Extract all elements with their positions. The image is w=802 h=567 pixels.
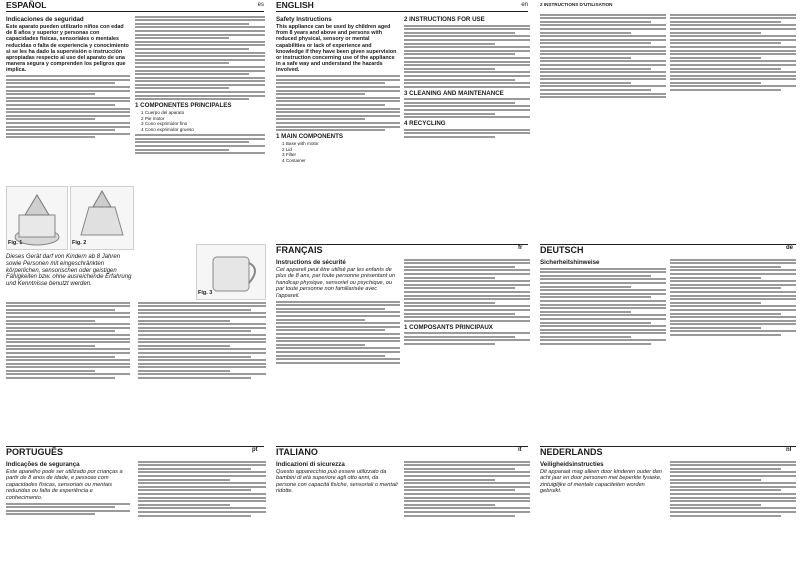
es-col2-lines-b bbox=[135, 134, 265, 154]
fr-right-column-2 bbox=[670, 12, 796, 242]
es-header-code: es bbox=[257, 2, 264, 8]
en-body-lines bbox=[276, 75, 400, 131]
it-title: ITALIANO bbox=[276, 447, 318, 457]
en-column-2 bbox=[404, 14, 530, 240]
it-safety-heading: Indicazioni di sicurezza bbox=[276, 461, 345, 468]
fr-lines bbox=[276, 301, 400, 364]
fr-components-heading: 1 COMPOSANTS PRINCIPAUX bbox=[404, 323, 493, 331]
de-safety-heading: Sicherheitshinweise bbox=[540, 259, 600, 266]
de-left-column-2 bbox=[138, 300, 266, 440]
en-safety-heading: Safety Instructions bbox=[276, 16, 332, 23]
en-components-heading: 1 MAIN COMPONENTS bbox=[276, 133, 344, 141]
es-header-title: ESPAÑOL bbox=[6, 0, 47, 10]
de-column-2 bbox=[670, 257, 796, 443]
es-safety-heading: Indicaciones de seguridad bbox=[6, 16, 84, 23]
pt-intro: Este aparelho pode ser utilizado por crianças a partir de 8 anos de idade, e pessoas com capacidades físicas, sensoriais ou mentais reduzidas ou falta de experiência e conhecimento. bbox=[6, 469, 123, 501]
fr-right-column-1 bbox=[540, 12, 666, 242]
pt-code: pt bbox=[252, 447, 258, 453]
es-body-lines bbox=[6, 75, 130, 138]
nl-code: nl bbox=[786, 447, 792, 453]
en-header-title: ENGLISH bbox=[276, 0, 314, 10]
en-col2-lines-b bbox=[404, 98, 530, 118]
es-header bbox=[6, 0, 264, 12]
fr-lines-3 bbox=[404, 332, 530, 345]
es-component: • 3 Cono exprimidor fino bbox=[141, 121, 265, 127]
pt-safety-heading: Indicações de segurança bbox=[6, 461, 80, 468]
it-column-2 bbox=[404, 459, 530, 563]
fr-instructions-header bbox=[540, 2, 796, 8]
de-left-lines-2 bbox=[138, 302, 266, 379]
es-intro: Este aparato pueden utilizarlo niños con edad de 8 años y superior y personas con capacidades físicas, sensoriales o mentales reducidas o falta de experiencia y conocimiento si se les ha dado la supervisión o instrucción apropiadas respecto al uso del aparato de una manera segura y comprenden los peligros que implica. bbox=[6, 24, 129, 74]
fr-safety-heading: Instructions de sécurité bbox=[276, 259, 346, 266]
es-component: • 2 Pie motor bbox=[141, 116, 265, 122]
de-lines bbox=[540, 268, 666, 345]
en-col2-lines-c bbox=[404, 129, 530, 138]
nl-safety-heading: Veiligheidsinstructies bbox=[540, 461, 604, 468]
pt-column-2 bbox=[138, 459, 266, 563]
en-intro: This appliance can be used by children aged from 8 years and above and persons with reduced physical, sensory or mental capabilities or lack of experience and knowledge if they have been given supervision or instruction concerning use of the appliance in a safe way and understand the hazards involved. bbox=[276, 24, 397, 74]
en-header bbox=[276, 0, 528, 12]
de-left-intro-text: Dieses Gerät darf von Kindern ab 8 Jahren sowie Personen mit eingeschränkten körperlichen, sensorischen oder geistigen Fähigkeiten bzw. ohne ausreichende Erfahrung und Kenntnisse benutzt werden. bbox=[6, 254, 132, 288]
figure-3-label: Fig. 3 bbox=[198, 290, 213, 296]
de-code: de bbox=[786, 245, 794, 251]
fr-intro: Cet appareil peut être utilisé par les enfants de plus de 8 ans, par toute personne présentant un handicap physique, sensoriel ou psychique, ou par toute personne non familiarisée avec l'appareil. bbox=[276, 267, 396, 299]
en-recycle-heading: 4 RECYCLING bbox=[404, 120, 446, 128]
en-component: • 2 Lid bbox=[282, 147, 400, 153]
fr-lines-2 bbox=[404, 259, 530, 322]
en-component: • 3 Filter bbox=[282, 152, 400, 158]
it-intro: Questo apparecchio può essere utilizzato da bambini di età superiore agli otto anni, da persone con capacità fisiche, sensoriali o mentali ridotte. bbox=[276, 469, 398, 495]
pt-title: PORTUGUÊS bbox=[6, 447, 64, 457]
de-left-intro bbox=[6, 254, 136, 288]
it-column-1 bbox=[276, 459, 400, 563]
nl-column-1 bbox=[540, 459, 666, 563]
fr-column-2 bbox=[404, 257, 530, 443]
pt-lines-2 bbox=[138, 461, 266, 517]
es-column-1 bbox=[6, 14, 130, 182]
en-col2-lines bbox=[404, 25, 530, 88]
en-component: • 4 Container bbox=[282, 158, 400, 164]
fr-title: FRANÇAIS bbox=[276, 245, 323, 255]
de-left-column bbox=[6, 300, 130, 440]
es-column-2 bbox=[135, 14, 265, 239]
en-component: • 1 Base with motor bbox=[282, 141, 400, 147]
pt-column-1 bbox=[6, 459, 130, 563]
figure-1-label: Fig. 1 bbox=[8, 240, 23, 246]
es-components-list bbox=[135, 110, 265, 132]
fr-column-1 bbox=[276, 257, 400, 443]
nl-title: NEDERLANDS bbox=[540, 447, 603, 457]
fr-right-lines-2 bbox=[670, 14, 796, 91]
fr-right-lines bbox=[540, 14, 666, 99]
figure-2-label: Fig. 2 bbox=[72, 240, 87, 246]
fr-code: fr bbox=[518, 245, 523, 251]
de-column-1 bbox=[540, 257, 666, 443]
es-component: • 4 Cono exprimidor grueso bbox=[141, 127, 265, 133]
de-lines-2 bbox=[670, 259, 796, 336]
en-instructions-heading: 2 INSTRUCTIONS FOR USE bbox=[404, 16, 485, 23]
nl-column-2 bbox=[670, 459, 796, 563]
en-column-1 bbox=[276, 14, 400, 240]
es-components-heading: 1 COMPONENTES PRINCIPALES bbox=[135, 102, 232, 110]
it-code: it bbox=[518, 447, 522, 453]
it-lines bbox=[404, 461, 530, 517]
nl-lines bbox=[670, 461, 796, 517]
fr-instructions-title: 2 INSTRUCTIONS D'UTILISATION bbox=[540, 2, 613, 7]
pt-lines bbox=[6, 503, 130, 516]
de-title: DEUTSCH bbox=[540, 245, 584, 255]
es-col2-lines bbox=[135, 16, 265, 101]
nl-intro: Dit apparaat mag alleen door kinderen ouder dan acht jaar en door personen met beperkte fysieke, zintuiglijke of mentale capaciteiten worden gebruikt. bbox=[540, 469, 662, 495]
en-header-code: en bbox=[521, 2, 528, 8]
es-component: • 1 Cuerpo del aparato bbox=[141, 110, 265, 116]
en-cleaning-heading: 3 CLEANING AND MAINTENANCE bbox=[404, 89, 504, 97]
de-left-lines bbox=[6, 302, 130, 379]
en-components-list bbox=[276, 141, 400, 163]
